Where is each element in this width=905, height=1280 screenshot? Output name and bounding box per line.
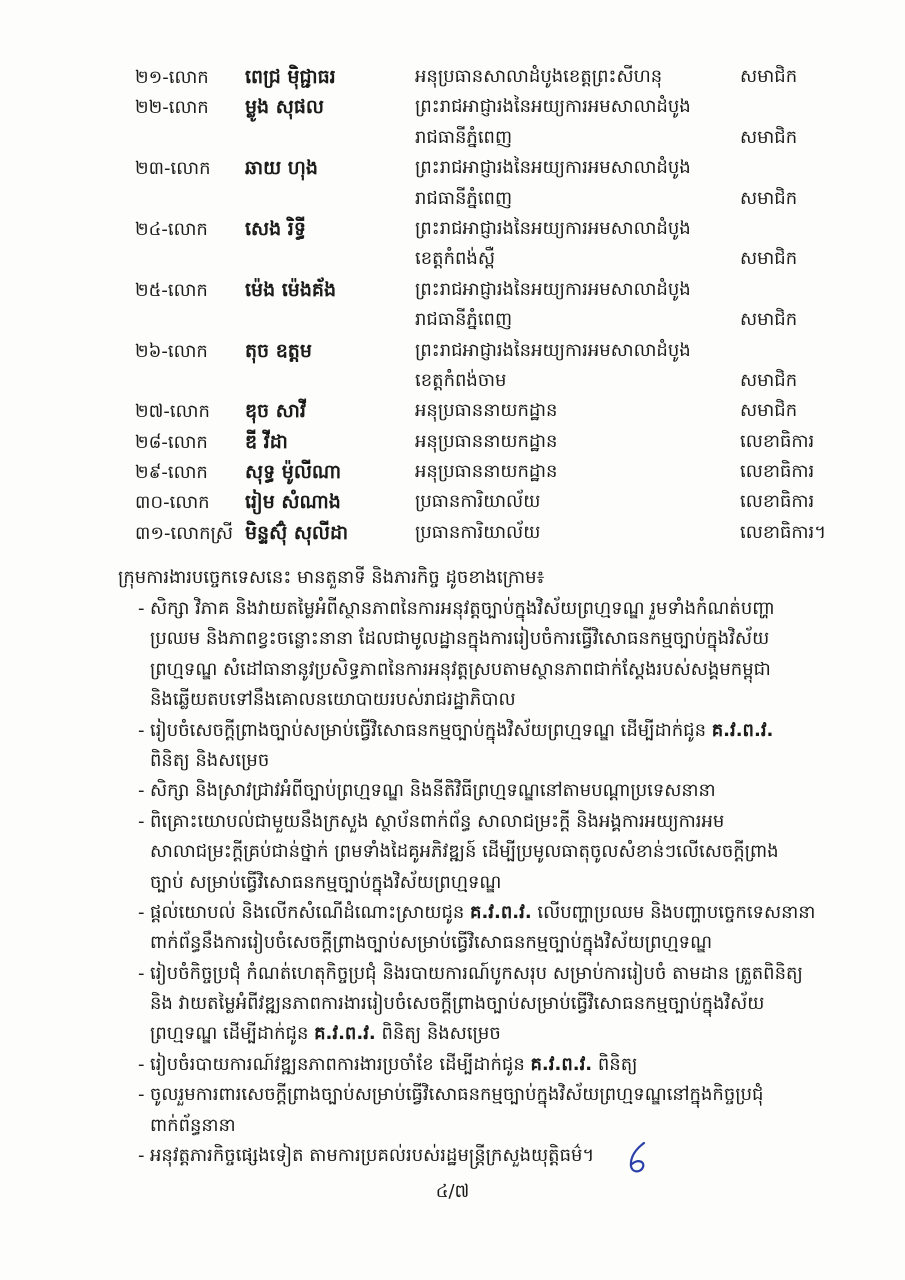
member-identity [135, 153, 410, 184]
bullet-dash: - [138, 1053, 145, 1075]
member-row [135, 214, 855, 275]
duty-item [138, 594, 828, 716]
duty-text: ព្រហ្មទណ្ឌ ដើម្បីដាក់ជូន [150, 1023, 315, 1045]
member-role: សមាជិក [740, 187, 798, 209]
member-line [135, 275, 855, 305]
duty-text: លើបញ្ហាប្រឈម និងបញ្ហាបច្ចេកទេសនានា [531, 901, 816, 923]
member-role: សមាជិក [740, 400, 798, 422]
duty-text: ពិនិត្យ [592, 1053, 638, 1075]
bullet-dash: - [138, 1145, 145, 1167]
member-line [135, 92, 855, 122]
member-identity [135, 275, 410, 306]
bullet-dash: - [138, 962, 145, 984]
member-name: ឌុច សាវី [245, 400, 306, 423]
member-identity [135, 92, 410, 123]
member-role: សមាជិក [740, 66, 798, 87]
member-position: អនុប្រធាននាយកដ្ឋាន [415, 430, 558, 452]
member-role: លេខាធិការ [740, 430, 815, 452]
member-row [135, 153, 855, 214]
duty-text: សិក្សា វិភាគ និងវាយតម្លៃអំពីស្ថានភាពនៃការអនុវត្តច្បាប់ក្នុងវិស័យព្រហ្មទណ្ឌ រួមទាំងកំណត់បញ្ហា [150, 598, 775, 619]
member-position: រាជធានីភ្នំពេញ [415, 187, 513, 209]
member-role: លេខាធិការ [740, 461, 815, 483]
handwritten-initial [622, 1140, 652, 1176]
member-position: ព្រះរាជអាជ្ញារងនៃអយ្យការអមសាលាដំបូង [415, 157, 691, 179]
member-position: ប្រធានការិយាល័យ [415, 521, 541, 543]
member-line [135, 336, 855, 366]
member-row [135, 275, 855, 336]
member-number: ២៦-លោក [135, 340, 208, 362]
duty-text: ពាក់ព័ន្ធនានា [150, 1114, 236, 1136]
member-role: លេខាធិការ [740, 491, 815, 513]
member-line [135, 62, 855, 92]
member-name: ពេជ្រ ម៉ិជ្ជាធរ [245, 66, 336, 88]
duty-item [138, 1141, 828, 1171]
duty-line [138, 837, 828, 867]
duty-text: រៀបចំកិច្ចប្រជុំ កំណត់ហេតុកិច្ចប្រជុំ និងរបាយការណ៍បូកសរុប សម្រាប់ការរៀបចំ តាមដាន ត្រួតពិនិត្យ [150, 962, 803, 984]
member-row [135, 487, 855, 517]
member-row [135, 92, 855, 153]
duty-text: ព្រហ្មទណ្ឌ សំដៅធានានូវប្រសិទ្ធភាពនៃការអនុវត្តស្របតាមស្ថានភាពជាក់ស្តែងរបស់សង្គមកម្ពុជា [150, 658, 771, 680]
member-name: ឌី វីដា [245, 430, 288, 453]
duty-text: រៀបចំសេចក្តីព្រាងច្បាប់សម្រាប់ធ្វើវិសោធនកម្មច្បាប់ក្នុងវិស័យព្រហ្មទណ្ឌ ដើម្បីដាក់ជូន [150, 719, 712, 741]
member-position: រាជធានីភ្នំពេញ [415, 309, 513, 331]
member-name: ម្លូង សុផល [245, 96, 324, 119]
bullet-dash: - [138, 1084, 145, 1106]
page-number: ៤/៧ [435, 1181, 470, 1202]
member-line [135, 305, 855, 335]
duty-line [138, 868, 828, 898]
member-identity [135, 336, 410, 367]
member-number: ២១-លោក [135, 67, 209, 88]
member-line [135, 123, 855, 153]
duty-line [138, 1080, 828, 1110]
member-line [135, 457, 855, 487]
member-line [135, 396, 855, 426]
duty-text: សិក្សា និងស្រាវជ្រាវអំពីច្បាប់ព្រហ្មទណ្ឌ និងនីតិវិធីព្រហ្មទណ្ឌនៅតាមបណ្តាប្រទេសនានា [150, 780, 716, 802]
member-row [135, 518, 855, 548]
duty-line [138, 807, 828, 837]
duty-item [138, 898, 828, 959]
duty-text: សាលាជម្រះក្តីគ្រប់ជាន់ថ្នាក់ ព្រមទាំងដៃគូអភិវឌ្ឍន៍ ដើម្បីប្រមូលធាតុចូលសំខាន់ៗលើសេចក្តីព្រាង [150, 841, 779, 863]
duty-text: ពិនិត្យ និងសម្រេច [150, 749, 270, 771]
duty-text: ពិគ្រោះយោបល់ជាមួយនឹងក្រសួង ស្ថាប័នពាក់ព័ន្ធ សាលាជម្រះក្តី និងអង្គការអយ្យការអម [150, 810, 725, 832]
member-position: ខេត្តកំពង់ចាម [415, 369, 507, 391]
member-position: ព្រះរាជអាជ្ញារងនៃអយ្យការអមសាលាដំបូង [415, 96, 691, 118]
duty-line [138, 898, 828, 928]
duty-line [138, 1019, 828, 1049]
member-number: ៣១-លោកស្រី [135, 522, 233, 544]
member-position: អនុប្រធានសាលាដំបូងខេត្តព្រះសីហនុ [415, 66, 663, 87]
duty-line [138, 928, 828, 958]
member-position: អនុប្រធាននាយកដ្ឋាន [415, 400, 558, 422]
member-name: ម៉េង ម៉េងគ័ង [245, 278, 337, 301]
member-identity [135, 62, 410, 93]
member-line [135, 184, 855, 214]
member-position: អនុប្រធាននាយកដ្ឋាន [415, 461, 558, 483]
bullet-dash: - [138, 810, 145, 832]
member-identity [135, 427, 410, 458]
duty-line [138, 655, 828, 685]
member-name: សុទ្ធ ម៉ូលីណា [245, 461, 342, 484]
member-line [135, 487, 855, 517]
member-position: រាជធានីភ្នំពេញ [415, 126, 513, 148]
member-role: សមាជិក [740, 248, 798, 270]
member-name: ឆាយ ហុង [245, 157, 318, 180]
duties-list [138, 594, 828, 1171]
member-number: ២៧-លោក [135, 401, 210, 423]
member-position: ខេត្តកំពង់ស្ពឺ [415, 248, 495, 270]
bullet-dash: - [138, 719, 145, 741]
duty-line [138, 685, 828, 715]
member-number: ៣០-លោក [135, 492, 210, 514]
duties-intro: ក្រុមការងារបច្ចេកទេសនេះ មានតួនាទី និងភារកិច្ច ដូចខាងក្រោម៖ [118, 567, 545, 588]
duty-item [138, 716, 828, 777]
bullet-dash: - [138, 901, 145, 923]
member-identity [135, 518, 410, 549]
duty-text: អនុវត្តភារកិច្ចផ្សេងទៀត តាមការប្រគល់របស់រដ្ឋមន្ត្រីក្រសួងយុត្តិធម៌។ [150, 1145, 595, 1167]
duty-line [138, 776, 828, 806]
member-identity [135, 457, 410, 488]
member-name: សេង រិទ្ធី [245, 217, 306, 240]
duty-text: ផ្តល់យោបល់ និងលើកសំណើដំណោះស្រាយជូន [150, 901, 471, 923]
member-position: ព្រះរាជអាជ្ញារងនៃអយ្យការអមសាលាដំបូង [415, 217, 691, 239]
member-line [135, 518, 855, 548]
member-line [135, 427, 855, 457]
duty-line [138, 1050, 828, 1080]
member-line [135, 244, 855, 274]
duty-abbreviation: គ.វ.ព.វ. [711, 719, 774, 741]
duty-text: ប្រឈម និងភាពខ្វះចន្លោះនានា ដែលជាមូលដ្ឋានក្នុងការរៀបចំការធ្វើវិសោធនកម្មច្បាប់ក្នុងវិស័យ [150, 628, 770, 650]
duty-text: រៀបចំរបាយការណ៍វឌ្ឍនភាពការងារប្រចាំខែ ដើម្បីដាក់ជូន [150, 1053, 531, 1075]
member-row [135, 62, 855, 92]
duty-abbreviation: គ.វ.ព.វ. [530, 1053, 593, 1075]
member-role: សមាជិក [740, 126, 798, 148]
member-position: ព្រះរាជអាជ្ញារងនៃអយ្យការអមសាលាដំបូង [415, 339, 691, 361]
member-number: ២៤-លោក [135, 218, 208, 240]
member-identity [135, 396, 410, 427]
member-row [135, 336, 855, 397]
member-position: ប្រធានការិយាល័យ [415, 491, 541, 513]
member-number: ២២-លោក [135, 97, 209, 119]
member-number: ២៣-លោក [135, 158, 211, 180]
member-number: ២៩-លោក [135, 462, 208, 484]
duty-line [138, 989, 828, 1019]
duty-item [138, 1080, 828, 1141]
member-row [135, 427, 855, 457]
duty-text: និងឆ្លើយតបទៅនឹងគោលនយោបាយរបស់រាជរដ្ឋាភិបាល [150, 689, 516, 711]
member-number: ២៥-លោក [135, 279, 208, 301]
bullet-dash: - [138, 598, 145, 619]
duty-line [138, 746, 828, 776]
member-name: តុច ឧត្តម [245, 339, 312, 362]
duty-text: ពាក់ព័ន្ធនឹងការរៀបចំសេចក្តីព្រាងច្បាប់សម្រាប់ធ្វើវិសោធនកម្មច្បាប់ក្នុងវិស័យព្រហ្មទណ្ឌ [150, 932, 713, 954]
member-name: មិន្ទស៊ុំ សុលីដា [245, 521, 349, 544]
member-identity [135, 214, 410, 245]
duty-line [138, 1141, 828, 1171]
duty-item [138, 959, 828, 1050]
member-role: លេខាធិការ។ [740, 521, 827, 543]
duty-line [138, 594, 828, 624]
member-line [135, 153, 855, 183]
duty-line [138, 1111, 828, 1141]
duty-item [138, 807, 828, 898]
member-role: សមាជិក [740, 369, 798, 391]
duty-item [138, 776, 828, 806]
member-role: សមាជិក [740, 309, 798, 331]
duty-text: និង វាយតម្លៃអំពីវឌ្ឍនភាពការងាររៀបចំសេចក្តីព្រាងច្បាប់សម្រាប់ធ្វើវិសោធនកម្មច្បាប់ក្នុងវិស័យ [150, 993, 765, 1015]
member-list [135, 62, 855, 548]
duty-text: ចូលរួមការពារសេចក្តីព្រាងច្បាប់សម្រាប់ធ្វើវិសោធនកម្មច្បាប់ក្នុងវិស័យព្រហ្មទណ្ឌនៅក្នុងកិច្ចប្រជុំ [150, 1084, 764, 1106]
duty-abbreviation: គ.វ.ព.វ. [470, 901, 532, 923]
member-number: ២៨-លោក [135, 431, 208, 453]
duty-line [138, 959, 828, 989]
duty-item [138, 1050, 828, 1080]
member-identity [135, 487, 410, 518]
member-name: រៀម សំណាង [245, 491, 341, 514]
duty-line [138, 624, 828, 654]
member-line [135, 214, 855, 244]
duty-abbreviation: គ.វ.ព.វ. [314, 1023, 376, 1045]
member-line [135, 366, 855, 396]
bullet-dash: - [138, 780, 145, 802]
duty-line [138, 716, 828, 746]
duty-text: ច្បាប់ សម្រាប់ធ្វើវិសោធនកម្មច្បាប់ក្នុងវិស័យព្រហ្មទណ្ឌ [150, 871, 502, 893]
duty-text: ពិនិត្យ និងសម្រេច [375, 1023, 501, 1045]
member-position: ព្រះរាជអាជ្ញារងនៃអយ្យការអមសាលាដំបូង [415, 278, 691, 300]
member-row [135, 457, 855, 487]
member-row [135, 396, 855, 426]
